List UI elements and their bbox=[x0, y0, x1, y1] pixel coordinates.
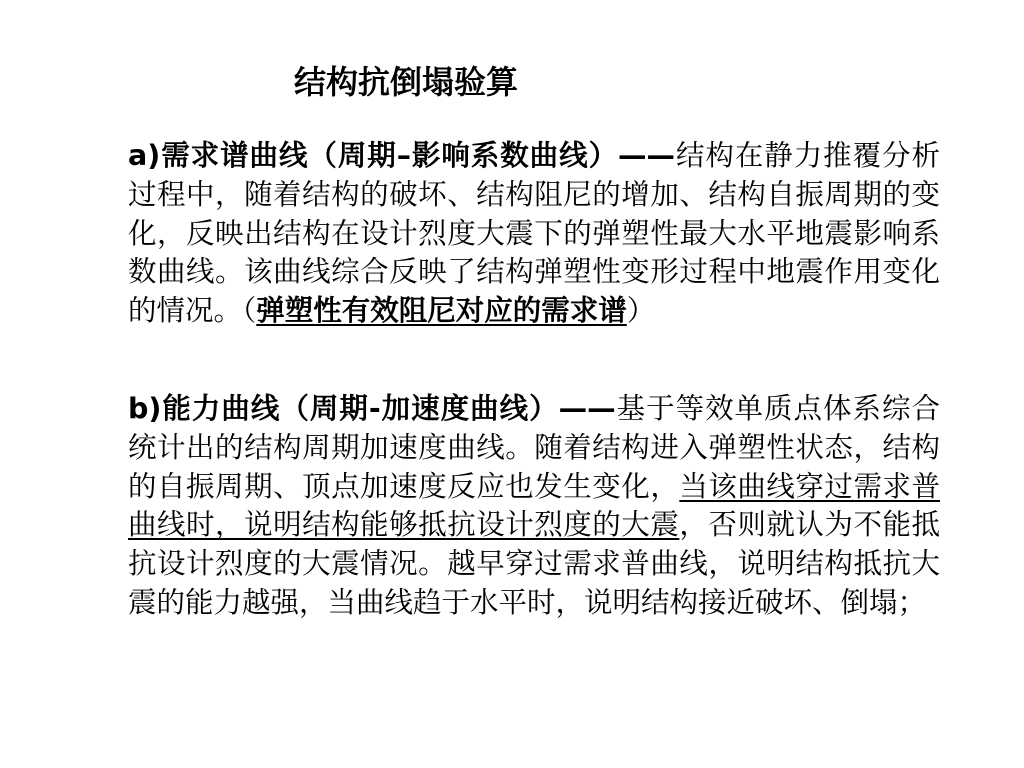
section-b-heading: 能力曲线（周期-加速度曲线） bbox=[161, 392, 559, 425]
section-b-paragraph bbox=[128, 390, 940, 623]
section-a-prefix: a) bbox=[128, 139, 161, 172]
section-a-dash: —— bbox=[618, 139, 676, 172]
section-a-paren-open: （ bbox=[242, 294, 257, 328]
section-b-prefix: b) bbox=[128, 392, 162, 425]
section-a-heading: 需求谱曲线（周期–影响系数曲线） bbox=[160, 139, 619, 172]
section-b-body-1: 基于等效单质点体系综合统计出的结构周期加速度曲线。随着结构进入弹塑性状态，结构的自振周期、顶点加速度反应也发生变化， bbox=[128, 392, 940, 503]
section-a-paren-close: ） bbox=[626, 294, 656, 328]
section-a-note: 弹塑性有效阻尼对应的需求谱 bbox=[256, 294, 627, 328]
section-b-underlined-text: 当该曲线穿过需求普曲线时，说明结构能够抵抗设计烈度的大震 bbox=[128, 469, 940, 542]
section-b-body-2: ，否则就认为不能抵抗设计烈度的大震情况。越早穿过需求普曲线，说明结构抵抗大震的能力越强，当曲线趋于水平时，说明结构接近破坏、倒塌； bbox=[128, 508, 940, 619]
section-a-body: 结构在静力推覆分析过程中，随着结构的破坏、结构阻尼的增加、结构自振周期的变化，反映出结构在设计烈度大震下的弹塑性最大水平地震影响系数曲线。该曲线综合反映了结构弹塑性变形过程中地震作用变化的情况。 bbox=[128, 139, 940, 328]
section-a-paragraph bbox=[128, 137, 940, 331]
slide-title: 结构抗倒塌验算 bbox=[294, 63, 519, 101]
section-b-dash: —— bbox=[558, 392, 616, 425]
